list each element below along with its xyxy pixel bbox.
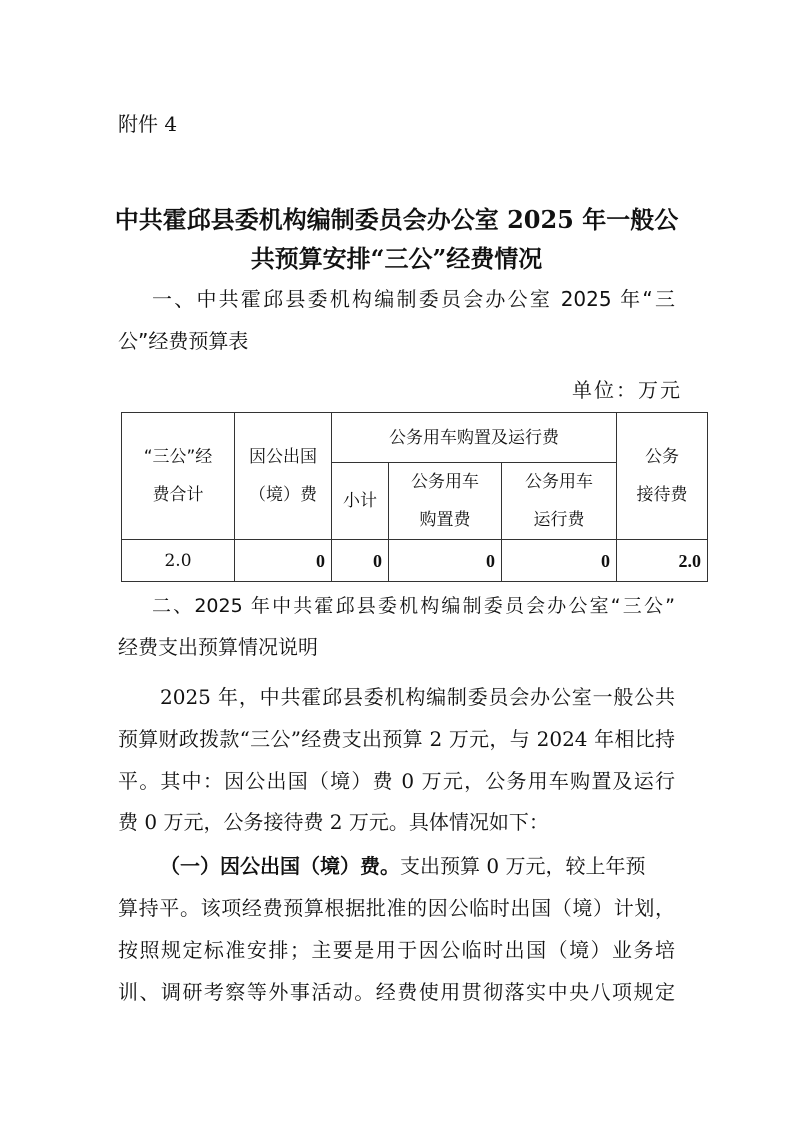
page-title-line2: 共预算安排“三公”经费情况 bbox=[250, 244, 543, 273]
header-operate-line1: 公务用车 bbox=[525, 472, 593, 492]
header-purchase-line2: 购置费 bbox=[419, 510, 471, 530]
header-subtotal: 小计 bbox=[332, 463, 389, 540]
section1-heading-cont: 公”经费预算表 bbox=[118, 329, 249, 353]
header-total bbox=[122, 413, 235, 540]
header-abroad-line2: （境）费 bbox=[249, 485, 317, 505]
section1-heading: 一、中共霍邱县委机构编制委员会办公室 2025 年“三 bbox=[152, 287, 675, 311]
cell-abroad: 0 bbox=[235, 540, 332, 582]
para2-heading: （一）因公出国（境）费。 bbox=[160, 854, 400, 878]
section2-heading: 二、2025 年中共霍邱县委机构编制委员会办公室“三公” bbox=[152, 595, 675, 617]
para2-text: 支出预算 0 万元，较上年预 bbox=[400, 854, 646, 878]
header-total-line1: “三公”经 bbox=[143, 447, 213, 467]
para1-line1: 2025 年，中共霍邱县委机构编制委员会办公室一般公共 bbox=[160, 685, 675, 709]
header-purchase-line1: 公务用车 bbox=[411, 472, 479, 492]
cell-operate: 0 bbox=[502, 540, 617, 582]
header-operate bbox=[502, 463, 617, 540]
header-reception bbox=[617, 413, 708, 540]
header-purchase bbox=[389, 463, 502, 540]
para2-line2: 算持平。该项经费预算根据批准的因公临时出国（境）计划， bbox=[118, 896, 675, 920]
para2-line4: 训、调研考察等外事活动。经费使用贯彻落实中央八项规定 bbox=[118, 980, 675, 1004]
section2-heading-cont: 经费支出预算情况说明 bbox=[118, 635, 318, 659]
para1-line4: 费 0 万元，公务接待费 2 万元。具体情况如下： bbox=[118, 810, 549, 834]
para2-line1 bbox=[160, 854, 645, 878]
header-reception-line1: 公务 bbox=[645, 447, 679, 467]
cell-reception: 2.0 bbox=[617, 540, 708, 582]
header-total-line2: 费合计 bbox=[152, 485, 204, 505]
header-vehicle: 公务用车购置及运行费 bbox=[332, 413, 617, 463]
para1-line3: 平。其中：因公出国（境）费 0 万元，公务用车购置及运行 bbox=[118, 769, 675, 793]
cell-subtotal: 0 bbox=[332, 540, 389, 582]
unit-label: 单位：万元 bbox=[572, 378, 682, 402]
para2-line3: 按照规定标准安排；主要是用于因公临时出国（境）业务培 bbox=[118, 938, 675, 962]
budget-table bbox=[121, 412, 708, 582]
header-abroad-line1: 因公出国 bbox=[249, 447, 317, 467]
page-title-line1: 中共霍邱县委机构编制委员会办公室 2025 年一般公 bbox=[114, 205, 679, 234]
cell-purchase: 0 bbox=[389, 540, 502, 582]
cell-total: 2.0 bbox=[122, 540, 235, 582]
table-row bbox=[122, 540, 708, 582]
header-operate-line2: 运行费 bbox=[533, 510, 585, 530]
attachment-label: 附件 4 bbox=[118, 112, 178, 136]
header-reception-line2: 接待费 bbox=[636, 485, 688, 505]
para1-line2: 预算财政拨款“三公”经费支出预算 2 万元，与 2024 年相比持 bbox=[118, 727, 675, 751]
header-abroad bbox=[235, 413, 332, 540]
